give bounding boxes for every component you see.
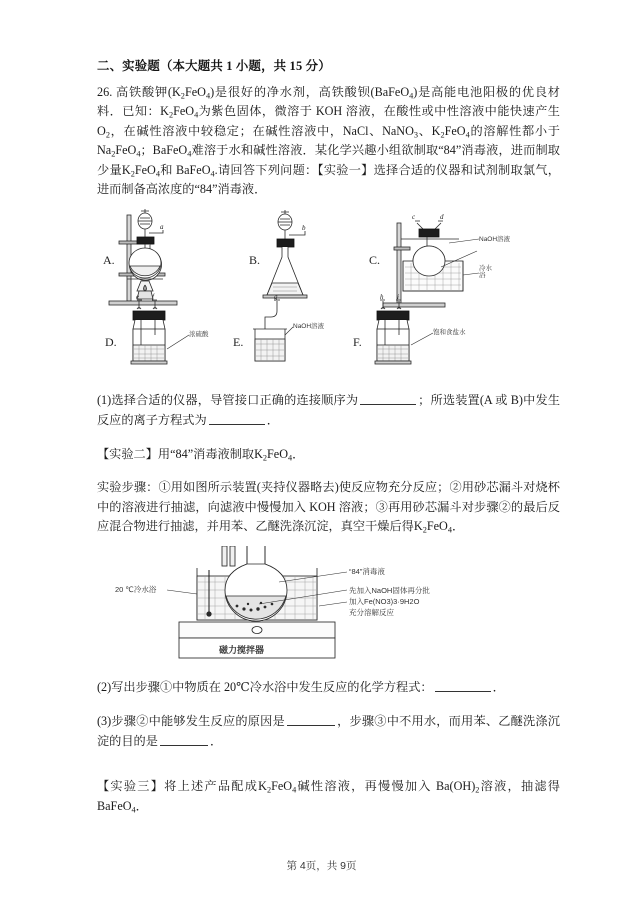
section-heading: 二、实验题（本大题共 1 小题，共 15 分） bbox=[97, 59, 331, 73]
apparatus-f bbox=[375, 300, 433, 364]
answer-blank-1a[interactable] bbox=[360, 393, 416, 406]
question-stem-text: 26. 高铁酸钾$(K_2FeO_4)$是很好的净水剂，高铁酸钡(BaFeO$_4$)是高能电池阳极的优良材料．已知：$K_2FeO_4$为紫色固体，微溶于 KOH 溶液，在酸性或中性溶液中能快速产生$O_2$，在碱性溶液中较稳定；在碱性溶液中，NaCl、NaNO$_3$、$K_2FeO_4$的溶解性都小于 $Na_2FeO_4$；BaFeO$_4$难溶于水和碱性溶液．某化学兴趣小组欲制取“84”消毒液，进而制取少量$K_2FeO_4$和 BaFeO$_4$.请回答下列问题：【实验一】选择合适的仪器和试剂制取氯气，进而制备高浓度的“84”消毒液． bbox=[97, 85, 560, 197]
annotation-c-cold-bath: 冷水浴 bbox=[479, 265, 492, 280]
sub-question-1-text-c: ． bbox=[266, 413, 279, 428]
apparatus-b bbox=[263, 210, 307, 298]
apparatus-label-d: D. bbox=[105, 335, 117, 350]
apparatus-label-e: E. bbox=[233, 335, 244, 350]
port-label-h: h bbox=[380, 293, 384, 302]
annotation-84-disinfectant: “84”消毒液 bbox=[349, 567, 385, 577]
annotation-c-naoh: NaOH溶液 bbox=[479, 236, 511, 244]
experiment-3-title-text: 【实验三】将上述产品配成$K_2FeO_4$碱性溶液，再慢慢加入 $Ba(OH)_2$溶液，抽滤得BaFeO$_4$． bbox=[97, 779, 560, 814]
sub-question-2 bbox=[97, 678, 560, 698]
stirrer-figure bbox=[97, 546, 560, 664]
annotation-note-line-1: 先加入NaOH固体再分批 bbox=[349, 586, 430, 596]
apparatus-figure-svg bbox=[97, 207, 560, 367]
port-label-e: e bbox=[136, 293, 140, 302]
apparatus-label-f: F. bbox=[353, 335, 362, 350]
answer-blank-1b[interactable] bbox=[209, 412, 265, 425]
sub-question-3-text-b: ，步骤③中不用水，而用苯、乙醚洗涤沉淀的目的是 bbox=[97, 714, 560, 748]
port-label-d: d bbox=[440, 213, 444, 222]
question-stem bbox=[97, 83, 560, 199]
port-label-g: g bbox=[274, 293, 278, 302]
apparatus-a bbox=[109, 209, 177, 305]
answer-blank-3a[interactable] bbox=[287, 713, 335, 726]
sub-question-1 bbox=[97, 391, 560, 430]
annotation-d-acid: 浓硫酸 bbox=[189, 331, 209, 339]
apparatus-label-c: C. bbox=[369, 253, 381, 268]
answer-blank-2[interactable] bbox=[435, 680, 491, 693]
apparatus-label-b: B. bbox=[249, 253, 261, 268]
sub-question-1-text-a: (1)选择合适的仪器，导管接口正确的连接顺序为 bbox=[97, 393, 359, 408]
page-content bbox=[97, 56, 560, 818]
annotation-e-naoh: NaOH溶液 bbox=[293, 323, 325, 331]
port-label-c: c bbox=[412, 213, 416, 222]
experiment-2-steps bbox=[97, 478, 560, 536]
port-label-b: b bbox=[302, 224, 306, 233]
experiment-2-steps-text: 实验步骤：①用如图所示装置(夹持仪器略去)使反应物充分反应；②用砂芯漏斗对烧杯中的溶液进行抽滤，向滤液中慢慢加入 KOH 溶液；③再用砂芯漏斗对步骤②的最后反应混合物进行抽滤，并用苯、乙醚洗涤沉淀，真空干燥后得$K_2FeO_4$． bbox=[97, 480, 560, 535]
sub-question-3-text-a: (3)步骤②中能够发生反应的原因是 bbox=[97, 714, 285, 729]
sub-question-3 bbox=[97, 712, 560, 751]
annotation-cold-bath: 20 ℃冷水浴 bbox=[115, 585, 157, 595]
annotation-note-line-3: 充分溶解反应 bbox=[349, 608, 394, 618]
port-label-i: i bbox=[397, 293, 399, 302]
apparatus-d bbox=[131, 300, 189, 364]
apparatus-label-a: A. bbox=[103, 253, 115, 268]
page-footer: 第 4页，共 9页 bbox=[286, 860, 357, 872]
annotation-f-brine: 饱和食盐水 bbox=[433, 329, 466, 337]
annotation-magnetic-stirrer: 磁力搅拌器 bbox=[219, 645, 265, 656]
apparatus-e bbox=[253, 300, 293, 361]
annotation-note-line-2: 加入Fe(NO3)3·9H2O bbox=[349, 597, 420, 607]
stirrer-figure-svg bbox=[97, 546, 560, 664]
answer-blank-3b[interactable] bbox=[160, 733, 208, 746]
sub-question-2-period: ． bbox=[492, 680, 505, 695]
sub-question-3-period: ． bbox=[209, 733, 223, 748]
port-label-f: f bbox=[152, 293, 154, 302]
sub-question-2-text: (2)写出步骤①中物质在 20℃冷水浴中发生反应的化学方程式： bbox=[97, 680, 433, 695]
experiment-2-title-text: 【实验二】用“84”消毒液制取$K_2FeO_4$． bbox=[97, 446, 305, 462]
sub-question-1-text-b: ；所选装置(A 或 B)中发生反应的离子方程式为 bbox=[97, 393, 561, 428]
port-label-a: a bbox=[160, 223, 164, 232]
experiment-3-title bbox=[97, 777, 560, 816]
apparatus-figure bbox=[97, 207, 560, 367]
experiment-2-title bbox=[97, 445, 560, 465]
